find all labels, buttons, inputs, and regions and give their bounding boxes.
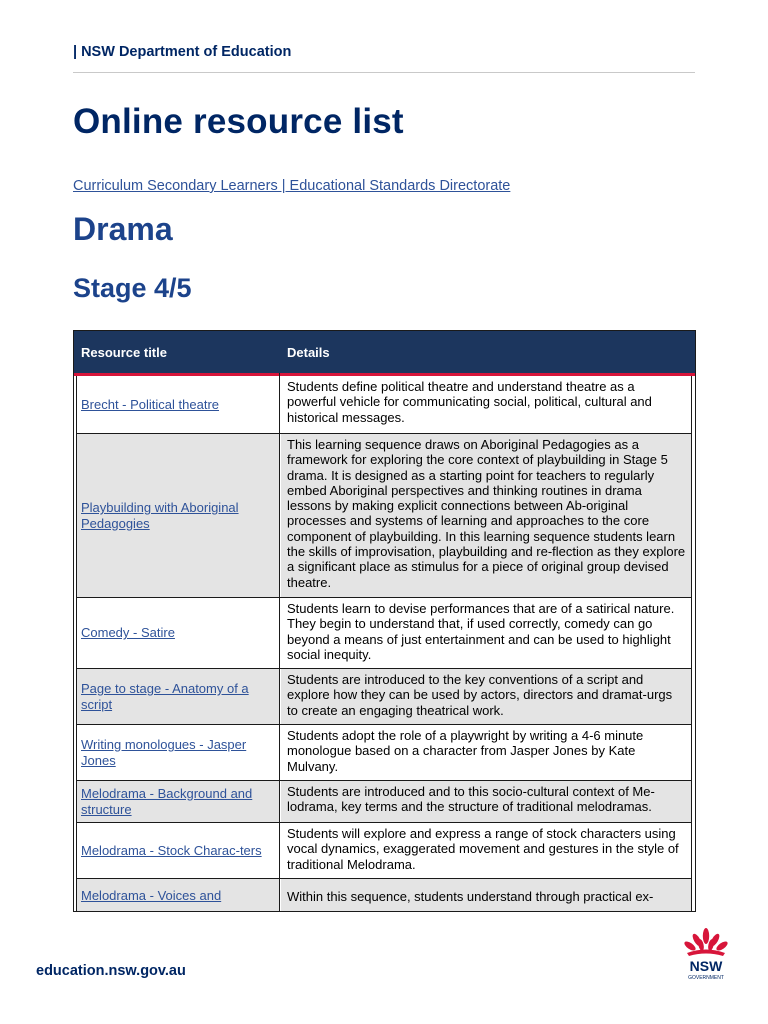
resource-link-comedy-satire[interactable]: Comedy - Satire	[81, 625, 175, 641]
footer-website[interactable]: education.nsw.gov.au	[36, 963, 186, 979]
resource-table	[73, 330, 696, 912]
resource-details: Students will explore and express a range of stock characters using vocal dynamics, exaggerated movement and gestures in the style of traditional Melodrama.	[287, 826, 679, 872]
logo-subtext: GOVERNMENT	[688, 975, 724, 981]
resource-link-brecht[interactable]: Brecht - Political theatre	[81, 396, 220, 412]
column-header-details: Details	[287, 345, 330, 360]
resource-link-page-to-stage[interactable]: Page to stage - Anatomy of a script	[81, 681, 249, 712]
directorate-link[interactable]: Curriculum Secondary Learners | Educational Standards Directorate	[73, 178, 511, 194]
table-row	[74, 669, 695, 724]
table-row	[74, 434, 695, 597]
resource-details: This learning sequence draws on Aboriginal Pedagogies as a framework for exploring the core context of playbuilding in Stage 5 drama. It is designed as a starting point for teachers to regularly embed Aboriginal perspectives and thinking routines in drama lessons by making explicit connections between Ab-original processes and systems of learning and approaches to the core component of playbuilding. In this learning sequence students learn the skills of improvisation, playbuilding and re-flection as they explore a significant place as stimulus for a piece of original group devised theatre.	[281, 434, 692, 597]
resource-link-melodrama-voices[interactable]: Melodrama - Voices and	[81, 888, 222, 904]
table-row	[74, 879, 695, 912]
header-divider	[73, 72, 695, 73]
table-row	[74, 823, 695, 878]
column-header-resource-title: Resource title	[81, 345, 167, 360]
table-header	[74, 331, 695, 376]
table-row	[74, 781, 695, 822]
resource-link-melodrama-background[interactable]: Melodrama - Background and structure	[81, 786, 253, 817]
resource-link-melodrama-stock[interactable]: Melodrama - Stock Charac-ters	[81, 842, 262, 858]
resource-details: Within this sequence, students understand through practical ex-	[281, 879, 692, 912]
stage-heading: Stage 4/5	[73, 273, 192, 303]
resource-link-writing-monologues[interactable]: Writing monologues - Jasper Jones	[81, 737, 247, 768]
table-row	[74, 725, 695, 780]
table-row	[74, 376, 695, 433]
resource-details: Students are introduced to the key conventions of a script and explore how they can be used by actors, directors and dramat-urgs to create an engaging theatrical work.	[281, 669, 692, 724]
resource-link-playbuilding[interactable]: Playbuilding with Aboriginal Pedagogies	[81, 500, 239, 531]
resource-details: Students are introduced and to this socio-cultural context of Me-lodrama, key terms and the structure of traditional melodramas.	[281, 781, 692, 822]
logo-wordmark: NSW	[689, 958, 723, 974]
resource-details: Students learn to devise performances that are of a satirical nature. They begin to understand that, if used correctly, comedy can go beyond a means of just entertainment and can be used to highlight social inequity.	[287, 601, 675, 662]
nsw-government-logo	[676, 926, 736, 982]
resource-details: Students adopt the role of a playwright by writing a 4-6 minute monologue based on a character from Jasper Jones by Kate Mulvany.	[287, 728, 644, 774]
page-title: Online resource list	[73, 102, 404, 141]
department-header: | NSW Department of Education	[73, 44, 292, 60]
subject-heading: Drama	[73, 211, 173, 247]
table-row	[74, 598, 695, 668]
resource-details: Students define political theatre and understand theatre as a powerful vehicle for communicating social, political, cultural and historical messages.	[287, 379, 652, 425]
